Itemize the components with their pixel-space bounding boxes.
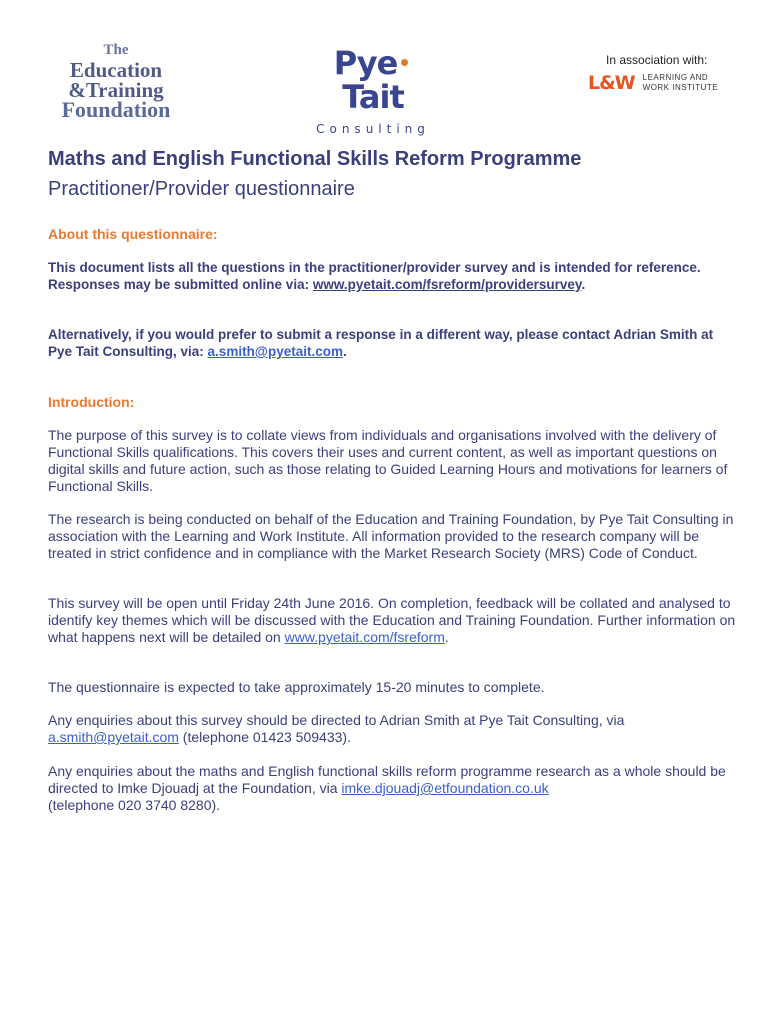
adrian-email-link[interactable]: a.smith@pyetait.com xyxy=(48,729,179,745)
page-subtitle: Practitioner/Provider questionnaire xyxy=(48,178,355,200)
intro-paragraph-2: The research is being conducted on behalf of the Education and Training Foundation, by Pye Tait Consulting in association with the Learning and Work Institute. All information provided to the research company will be treated in strict confidence and in compliance with the Market Research Society (MRS) Code of Conduct. xyxy=(48,511,734,561)
page-title: Maths and English Functional Skills Reform Programme xyxy=(48,148,582,170)
intro-p3-text: This survey will be open until Friday 24th June 2016. On completion, feedback will be collated and analysed to identify key themes which will be discussed with the Education and Training Foundation. Further information on what happens next will be detailed on xyxy=(48,595,736,645)
etf-logo-line2: &Training xyxy=(68,78,164,102)
lw-logo xyxy=(588,72,718,94)
intro-paragraph-3 xyxy=(48,595,738,646)
about-paragraph-2 xyxy=(48,326,738,360)
intro-p6-end: (telephone 020 3740 8280). xyxy=(48,797,221,813)
pyetait-dot-icon xyxy=(401,59,408,66)
intro-heading: Introduction: xyxy=(48,394,135,410)
etf-logo-line0: The xyxy=(103,42,129,58)
etf-logo-line3: Foundation xyxy=(61,97,171,122)
fsreform-link[interactable]: www.pyetait.com/fsreform xyxy=(284,629,445,645)
intro-p5-text: Any enquiries about this survey should be directed to Adrian Smith at Pye Tait Consulting, via xyxy=(48,712,625,728)
about-p1-text: This document lists all the questions in the practitioner/provider survey and is intended for reference. Responses may be submitted online via: xyxy=(48,260,701,292)
intro-p5-end: (telephone 01423 509433). xyxy=(178,729,351,745)
survey-link[interactable]: www.pyetait.com/fsreform/providersurvey xyxy=(312,277,582,292)
intro-paragraph-4: The questionnaire is expected to take approximately 15-20 minutes to complete. xyxy=(48,679,545,695)
etf-logo-line1: Education xyxy=(69,58,163,82)
about-heading: About this questionnaire: xyxy=(48,226,218,242)
about-paragraph-1 xyxy=(48,259,738,293)
intro-paragraph-1: The purpose of this survey is to collate views from individuals and organisations involved with the delivery of Functional Skills qualifications. This covers their uses and current content, as well as important questions on digital skills and future action, such as those relating to Guided Learning Hours and motivations for learners of Functional Skills. xyxy=(48,427,728,494)
lw-logo-line1: LEARNING AND xyxy=(642,73,709,82)
association-label: In association with: xyxy=(606,53,708,67)
pyetait-name-part2: Tait xyxy=(342,78,404,116)
pyetait-name-part1: Pye xyxy=(333,44,398,82)
imke-email-link[interactable]: imke.djouadj@etfoundation.co.uk xyxy=(341,780,549,796)
lw-logo-mark: L&W xyxy=(588,72,635,94)
pyetait-sub: Consulting xyxy=(316,122,430,136)
about-p2-end: . xyxy=(343,344,347,359)
lw-logo-line2: WORK INSTITUTE xyxy=(642,83,719,92)
intro-p6-text: Any enquiries about the maths and English functional skills reform programme research as a whole should be directed to Imke Djouadj at the Foundation, via xyxy=(48,763,726,796)
etf-logo xyxy=(46,40,186,120)
pyetait-logo xyxy=(308,46,438,136)
intro-paragraph-5 xyxy=(48,712,738,746)
intro-paragraph-6 xyxy=(48,763,738,814)
about-p1-end: . xyxy=(581,277,586,292)
about-p2-text: Alternatively, if you would prefer to submit a response in a different way, please contact Adrian Smith at Pye Tait Consulting, via: xyxy=(48,327,714,359)
intro-p3-end: . xyxy=(444,629,449,645)
contact-email-link[interactable]: a.smith@pyetait.com xyxy=(207,344,343,359)
